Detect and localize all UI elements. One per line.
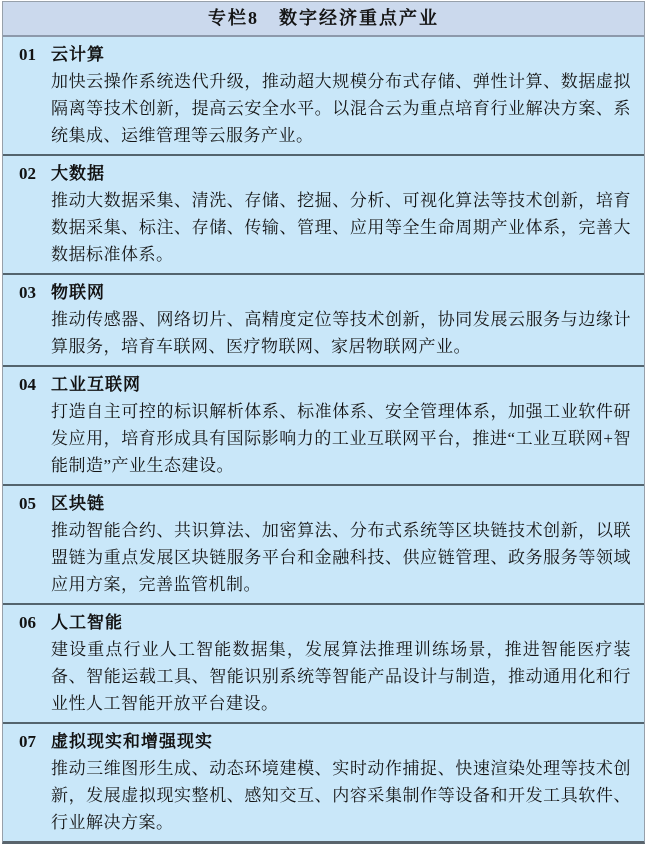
policy-box	[2, 1, 645, 844]
industry-row-ai	[3, 603, 644, 722]
industry-row-big-data	[3, 154, 644, 273]
item-number: 06	[19, 613, 36, 632]
item-title: 云计算	[51, 45, 105, 64]
item-number: 02	[19, 164, 36, 183]
item-title: 人工智能	[51, 613, 123, 632]
item-title: 虚拟现实和增强现实	[51, 732, 213, 751]
item-text: 推动大数据采集、清洗、存储、挖掘、分析、可视化算法等技术创新，培育数据采集、标注、存储、传输、管理、应用等全生命周期产业体系，完善大数据标准体系。	[51, 191, 631, 264]
item-title: 工业互联网	[51, 375, 141, 394]
item-text: 推动三维图形生成、动态环境建模、实时动作捕捉、快速渲染处理等技术创新，发展虚拟现实整机、感知交互、内容采集制作等设备和开发工具软件、行业解决方案。	[51, 759, 631, 832]
item-text: 加快云操作系统迭代升级，推动超大规模分布式存储、弹性计算、数据虚拟隔离等技术创新，提高云安全水平。以混合云为重点培育行业解决方案、系统集成、运维管理等云服务产业。	[51, 72, 631, 145]
industry-row-blockchain	[3, 484, 644, 603]
industry-row-iot	[3, 273, 644, 365]
item-number: 03	[19, 283, 36, 302]
item-text: 打造自主可控的标识解析体系、标准体系、安全管理体系，加强工业软件研发应用，培育形成具有国际影响力的工业互联网平台，推进“工业互联网+智能制造”产业生态建设。	[51, 402, 631, 475]
item-number: 01	[19, 45, 36, 64]
item-text: 推动传感器、网络切片、高精度定位等技术创新，协同发展云服务与边缘计算服务，培育车联网、医疗物联网、家居物联网产业。	[51, 310, 631, 356]
industry-row-industrial-internet	[3, 365, 644, 484]
item-number: 07	[19, 732, 36, 751]
industry-row-cloud-computing	[3, 37, 644, 154]
box-title: 专栏8 数字经济重点产业	[3, 2, 644, 37]
industry-row-vr-ar	[3, 722, 644, 841]
item-number: 04	[19, 375, 36, 394]
item-text: 建设重点行业人工智能数据集，发展算法推理训练场景，推进智能医疗装备、智能运载工具、智能识别系统等智能产品设计与制造，推动通用化和行业性人工智能开放平台建设。	[51, 640, 631, 713]
item-title: 物联网	[51, 283, 105, 302]
item-text: 推动智能合约、共识算法、加密算法、分布式系统等区块链技术创新，以联盟链为重点发展区块链服务平台和金融科技、供应链管理、政务服务等领域应用方案，完善监管机制。	[51, 521, 631, 594]
item-title: 区块链	[51, 494, 105, 513]
item-title: 大数据	[51, 164, 105, 183]
item-number: 05	[19, 494, 36, 513]
